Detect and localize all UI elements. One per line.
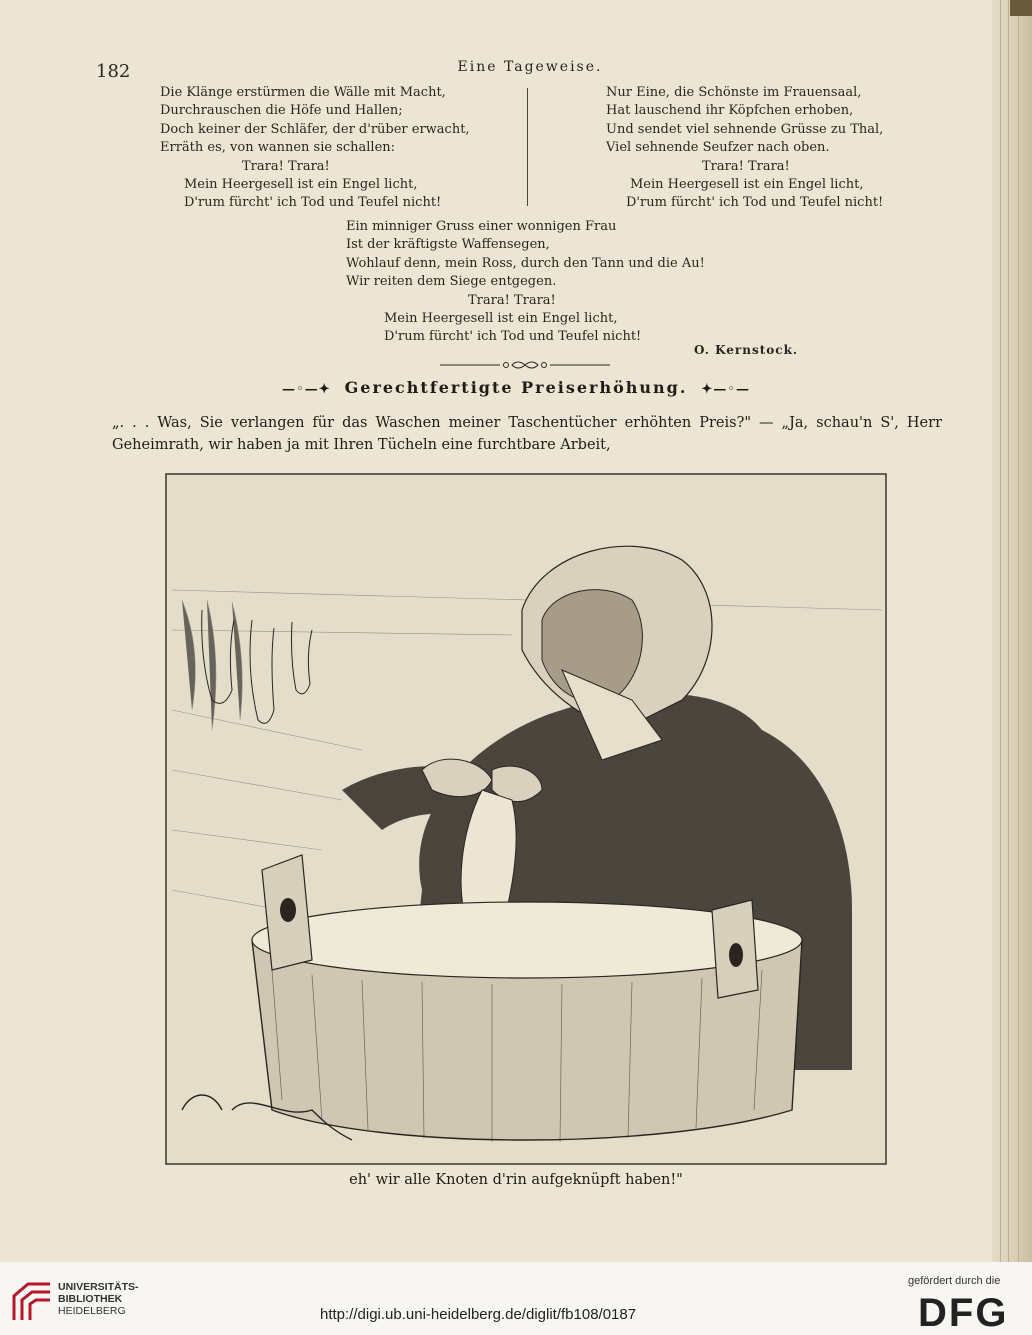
poem-line: Durchrauschen die Höfe und Hallen; bbox=[160, 103, 403, 119]
poem-right-stanza bbox=[606, 84, 883, 213]
column-divider bbox=[527, 88, 528, 206]
page-number: 182 bbox=[96, 61, 131, 82]
poem-line: D'rum fürcht' ich Tod und Teufel nicht! bbox=[384, 329, 642, 345]
poem-refrain: Trara! Trara! bbox=[702, 158, 790, 174]
article-heading bbox=[0, 378, 1032, 397]
poem-left-stanza bbox=[160, 84, 470, 213]
digitization-footer bbox=[0, 1262, 1032, 1335]
illustration-caption: eh' wir alle Knoten d'rin aufgeknüpft haben!" bbox=[349, 1172, 683, 1188]
dfg-logo-icon bbox=[916, 1290, 1022, 1330]
poem-line: Mein Heergesell ist ein Engel licht, bbox=[384, 310, 618, 326]
article-title: Gerechtfertigte Preiserhöhung. bbox=[344, 378, 688, 397]
svg-text:DFG: DFG bbox=[918, 1291, 1009, 1330]
funding-note: gefördert durch die bbox=[908, 1275, 1001, 1287]
poem-line: Und sendet viel sehnende Grüsse zu Thal, bbox=[606, 121, 884, 137]
permalink[interactable]: http://digi.ub.uni-heidelberg.de/diglit/fb108/0187 bbox=[320, 1306, 637, 1323]
poem-line: D'rum fürcht' ich Tod und Teufel nicht! bbox=[626, 195, 884, 211]
university-library-logo-icon bbox=[10, 1280, 54, 1324]
poem-line: D'rum fürcht' ich Tod und Teufel nicht! bbox=[184, 195, 442, 211]
poem-author: O. Kernstock. bbox=[694, 343, 799, 357]
poem-line: Die Klänge erstürmen die Wälle mit Macht, bbox=[160, 85, 446, 100]
poem-line: Doch keiner der Schläfer, der d'rüber erwacht, bbox=[160, 121, 470, 137]
poem-line: Ist der kräftigste Waffensegen, bbox=[346, 237, 550, 253]
heading-ornament-left: —◦—✦ bbox=[282, 382, 331, 397]
poem-refrain: Trara! Trara! bbox=[242, 158, 330, 174]
poem-line: Wir reiten dem Siege entgegen. bbox=[346, 274, 557, 290]
poem-line: Viel sehnende Seufzer nach oben. bbox=[606, 140, 830, 156]
library-name: UNIVERSITÄTS- BIBLIOTHEK HEIDELBERG bbox=[58, 1281, 139, 1317]
poem-line: Mein Heergesell ist ein Engel licht, bbox=[184, 176, 418, 192]
poem-line: Erräth es, von wannen sie schallen: bbox=[160, 140, 396, 156]
poem-line: Nur Eine, die Schönste im Frauensaal, bbox=[606, 85, 862, 100]
poem-line: Mein Heergesell ist ein Engel licht, bbox=[630, 176, 864, 192]
washerwoman-illustration bbox=[162, 470, 890, 1168]
poem-refrain: Trara! Trara! bbox=[468, 292, 556, 308]
running-title: Eine Tageweise. bbox=[457, 59, 603, 75]
poem-line: Ein minniger Gruss einer wonnigen Frau bbox=[346, 219, 617, 234]
corner-tape bbox=[1010, 0, 1032, 16]
page-edge-shadow bbox=[992, 0, 1032, 1262]
poem-line: Hat lauschend ihr Köpfchen erhoben, bbox=[606, 103, 854, 119]
article-text: „. . . Was, Sie verlangen für das Waschen meiner Taschentücher erhöhten Preis?" — „Ja, schau'n S', Herr Geheimrath, wir haben ja mit Ihren Tücheln eine furchtbare Arbeit, bbox=[112, 415, 942, 453]
poem-final-stanza bbox=[346, 218, 705, 347]
heading-ornament-right: ✦—◦— bbox=[701, 382, 750, 397]
ornament-divider bbox=[440, 356, 610, 374]
poem-line: Wohlauf denn, mein Ross, durch den Tann und die Au! bbox=[346, 255, 705, 271]
